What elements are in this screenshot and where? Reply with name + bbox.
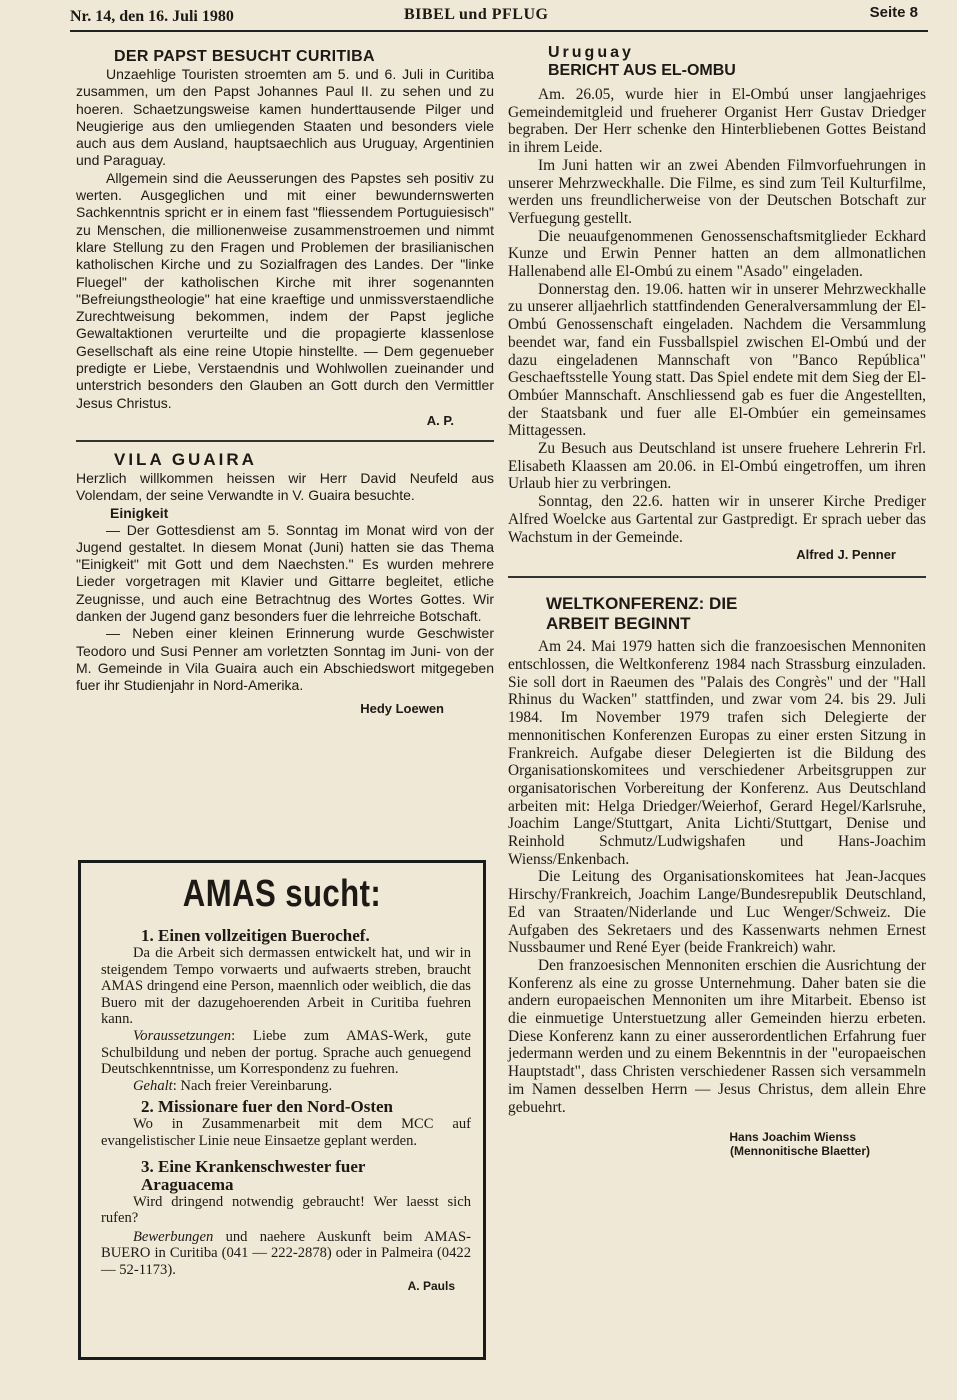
article-source: (Mennonitische Blaetter) <box>729 1144 870 1159</box>
ad-item-salary <box>101 1078 471 1095</box>
article-paragraph: Donnerstag den. 19.06. hatten wir in unserer Mehrzweckhalle zu unserer alljaehrlich stattfindenden Generalversammlung der El-Ombú Genossenschaft eingeladen. Nachdem die Versammlung beendet war, fand ein Fussballspiel zwischen El-Ombú und der dazu eingeladenen Mannschaft von "Banco República" Geschaeftsstelle Young statt. Das Spiel endete mit dem Sieg der El-Ombúer Mannschaft. Anschliessend gab es fuer die Angestellten, der Staatsbank und fuer alle El-Ombúer ein gemeinsames Mittagessen. <box>508 280 926 440</box>
article-signature: A. P. <box>426 412 454 428</box>
article-paragraph: Am 24. Mai 1979 hatten sich die franzoesischen Mennoniten entschlossen, die Weltkonferenz 1984 nach Strassburg einzuladen. Sie soll dort in Raeumen des "Palais des Congrès" und der "Hall Rhinus du Wacken" stattfinden, und zwar vom 24. bis 29. Juli 1984. Im November 1979 trafen sich Delegierte der mennonitischen Konferenzen Europas zu einer ersten Sitzung in Frankreich. Aufgabe dieser Delegierten ist die Bildung des Organisationskomitees und verschiedener Arbeitsgruppen zur organisatorischen Vorbereitung der Konferenz. Aus Deutschland arbeiten mit: Helga Driedger/Weierhof, Gerard Hegel/Karlsruhe, Joachim Lange/Stuttgart, Anita Lichti/Stuttgart, Denise und Reinhold Schmutz/Ludwigshafen und Hans-Joachim Wienss/Enkenbach. <box>508 638 926 868</box>
article-paragraph: Im Juni hatten wir an zwei Abenden Filmvorfuehrungen in unserer Mehrzweckhalle. Die Filme, es sind zum Teil Kulturfilme, werden uns freundlicherweise von der Deutschen Botschaft zur Verfuegung gestellt. <box>508 156 926 227</box>
article-title: BERICHT AUS EL-OMBU <box>548 62 736 79</box>
article-title: WELTKONFERENZ: DIE <box>546 594 738 614</box>
ad-label-text: und naehere Auskunft beim AMAS-BUERO in Curitiba (041 — 222-2878) oder in Palmeira (0422 — 52-1173). <box>101 1228 471 1278</box>
article-paragraph: Die neuaufgenommenen Genossenschaftsmitglieder Eckhard Kunze und Erwin Penner hatten an dem allmonatlichen Hallenabend alle El-Ombú zu einem "Asado" eingeladen. <box>508 227 926 281</box>
article-signature: Hedy Loewen <box>360 700 444 716</box>
article-subhead: Einigkeit <box>110 504 169 521</box>
ad-item-requirements <box>101 1028 471 1078</box>
article-paragraph: Sonntag, den 22.6. hatten wir in unserer Kirche Prediger Alfred Woelcke aus Gartental zur Gastpredigt. Er sprach ueber das Wachstum in der Gemeinde. <box>508 493 926 546</box>
right-column <box>508 44 926 1158</box>
ad-item-text: Wird dringend notwendig gebraucht! Wer laesst sich rufen? <box>101 1193 471 1227</box>
article-paragraph: — Der Gottesdienst am 5. Sonntag im Monat wird von der Jugend gestaltet. In diesem Monat (Juni) hatten sie das Thema "Einigkeit" mit Gott und dem Naechsten." Es wurden mehrere Lieder vorgetragen mit Klavier und Gittarre begleitet, etliche Zeugnisse, und auch eine Betrachtnug des Wortes Gottes. Wir danken der Jugend ganz besonders fuer die lehrreiche Botschaft. <box>76 521 494 625</box>
article-country: Uruguay <box>548 44 634 61</box>
page-header <box>70 4 928 32</box>
divider <box>508 576 926 578</box>
article-paragraph: Herzlich willkommen heissen wir Herr David Neufeld aus Volendam, der seine Verwandte in V. Guaira besuchte. <box>76 469 494 504</box>
article-title: VILA GUAIRA <box>114 449 257 469</box>
newspaper-name: BIBEL und PFLUG <box>404 6 549 23</box>
ad-item-title: 2. Missionare fuer den Nord-Osten <box>141 1097 394 1117</box>
article-weltkonferenz <box>508 594 926 1158</box>
article-paragraph: Die Leitung des Organisationskomitees hat Jean-Jacques Hirschy/Frankreich, Joachim Lange/Bundesrepublik Deutschland, Ed van Straaten/Niderlande und Luc Wenger/Schweiz. Die Aufgaben des Sekretaers und des Kassenwarts nehmen Ernest Nussbaumer und René Eyer (beide Frankreich) wahr. <box>508 868 926 957</box>
ad-content <box>101 927 471 1293</box>
article-paragraph: Am. 26.05, wurde hier in El-Ombú unser langjaehriges Gemeindemitgleid und frueherer Organist Herr Gustav Driedger begraben. Der Herr schenke den Hinterbliebenen Gottes Beistand in ihrem Leide. <box>508 86 926 157</box>
article-signature: Alfred J. Penner <box>796 547 896 563</box>
ad-title: AMAS sucht: <box>182 873 382 915</box>
issue-info: Nr. 14, den 16. Juli 1980 <box>70 8 234 25</box>
ad-label-text: : Nach freier Vereinbarung. <box>172 1077 333 1094</box>
amas-advertisement <box>78 860 486 1360</box>
ad-apply-text <box>101 1229 471 1279</box>
ad-label: Gehalt <box>133 1077 173 1094</box>
ad-label: Voraussetzungen <box>133 1027 232 1044</box>
article-paragraph: Den franzoesischen Mennoniten erschien die Ausrichtung der Konferenz als eine zu grosse Unternehmung. Daher baten sie die andern europaeischen Mennoniten um ihre Mitarbeit. Ebenso ist die einmuetige Unterstuetzung aller Gemeinden hierzu erbeten. Diese Konferenz kann zu einer ausserordentlichen Erfahrung fuer jedermann werden und zu einem Bekenntnis in der "europaeischen Hauptstadt", dass Christen verschiedener Rassen sich versammeln im Namen desselben Herrn — Jesus Christus, dem allein Ehre gebuehrt. <box>508 956 926 1116</box>
divider <box>76 440 494 442</box>
left-column <box>76 48 494 716</box>
article-paragraph: Zu Besuch aus Deutschland ist unsere fruehere Lehrerin Frl. Elisabeth Klaassen am 20.06. in El-Ombú eingetroffen, um ihren Urlaub hier zu verbringen. <box>508 440 926 493</box>
article-papst <box>76 48 494 428</box>
ad-signature: A. Pauls <box>407 1278 455 1293</box>
article-uruguay <box>508 44 926 562</box>
page-number: Seite 8 <box>869 4 918 21</box>
article-paragraph: — Neben einer kleinen Erinnerung wurde Geschwister Teodoro und Susi Penner am vorletzten Sonntag im Juni- von der M. Gemeinde in Vila Guaira auch ein Abschiedswort mitgegeben fuer ihr Studienjahr in Nord-Amerika. <box>76 625 494 694</box>
ad-item-title: 1. Einen vollzeitigen Buerochef. <box>141 926 370 945</box>
ad-label-text: : Liebe zum AMAS-Werk, gute Schulbildung und neben der portug. Sprache auch genuegend Deutschkenntnisse, um Korrespondenz zu fuehren. <box>101 1027 471 1078</box>
article-title: DER PAPST BESUCHT CURITIBA <box>114 48 375 65</box>
article-paragraph: Unzaehlige Touristen stroemten am 5. und 6. Juli in Curitiba zusammen, um den Papst Johannes Paul II. zu sehen und zu hoeren. Schaetzungsweise kamen hunderttausende Pilger und Neugierige aus den umliegenden Staaten und besonders viele auch aus dem Ausland, hauptsaechlich aus Uruguay, Argentinien und Paraguay. <box>76 66 494 169</box>
ad-label: Bewerbungen <box>133 1228 214 1245</box>
ad-item-text: Wo in Zusammenarbeit mit dem MCC auf evangelistischer Linie neue Einsaetze geplant werden. <box>101 1116 471 1149</box>
article-vila-guaira <box>76 450 494 716</box>
article-signature: Hans Joachim Wienss <box>729 1130 856 1145</box>
ad-item-text: Da die Arbeit sich dermassen entwickelt hat, und wir in steigendem Tempo vorwaerts und aufwaerts streben, braucht AMAS dringend eine Person, maennlich oder weiblich, die das Buero mit der dazugehoerenden Arbeit in Curitiba fuehren kann. <box>101 945 471 1028</box>
article-title-line2: ARBEIT BEGINNT <box>546 614 691 634</box>
article-paragraph: Allgemein sind die Aeusserungen des Papstes seh positiv zu werten. Ausgeglichen und mit einer bewundernswerten Sachkenntnis spricht er in einem fast "fliessendem Portuguiesisch" zu Menschen, die millionenweise zusammenstroemen und nimmt klare Stellung zu den Fragen und Problemen der brasilianischen katholischen Kirche und zu Sozialfragen des Landes. Der "linke Fluegel" der katholischen Kirche mit ihrer sogenannten "Befreiungstheologie" hat eine kraeftige und unmissverstaendliche Zurechtweisung bekommen, indem der Papst jegliche Gewaltaktionen verurteilte und die propagierte klassenlose Gesellschaft als eine reine Utopie hinstellte. — Dem gegenueber predigte er Liebe, Verstaendnis und Wohlwollen zueinander und unterstrich besonders den Glauben an Gott durch den Vermittler Jesus Christus. <box>76 169 494 411</box>
ad-item-title: 3. Eine Krankenschwester fuer Araguacema <box>141 1156 366 1194</box>
